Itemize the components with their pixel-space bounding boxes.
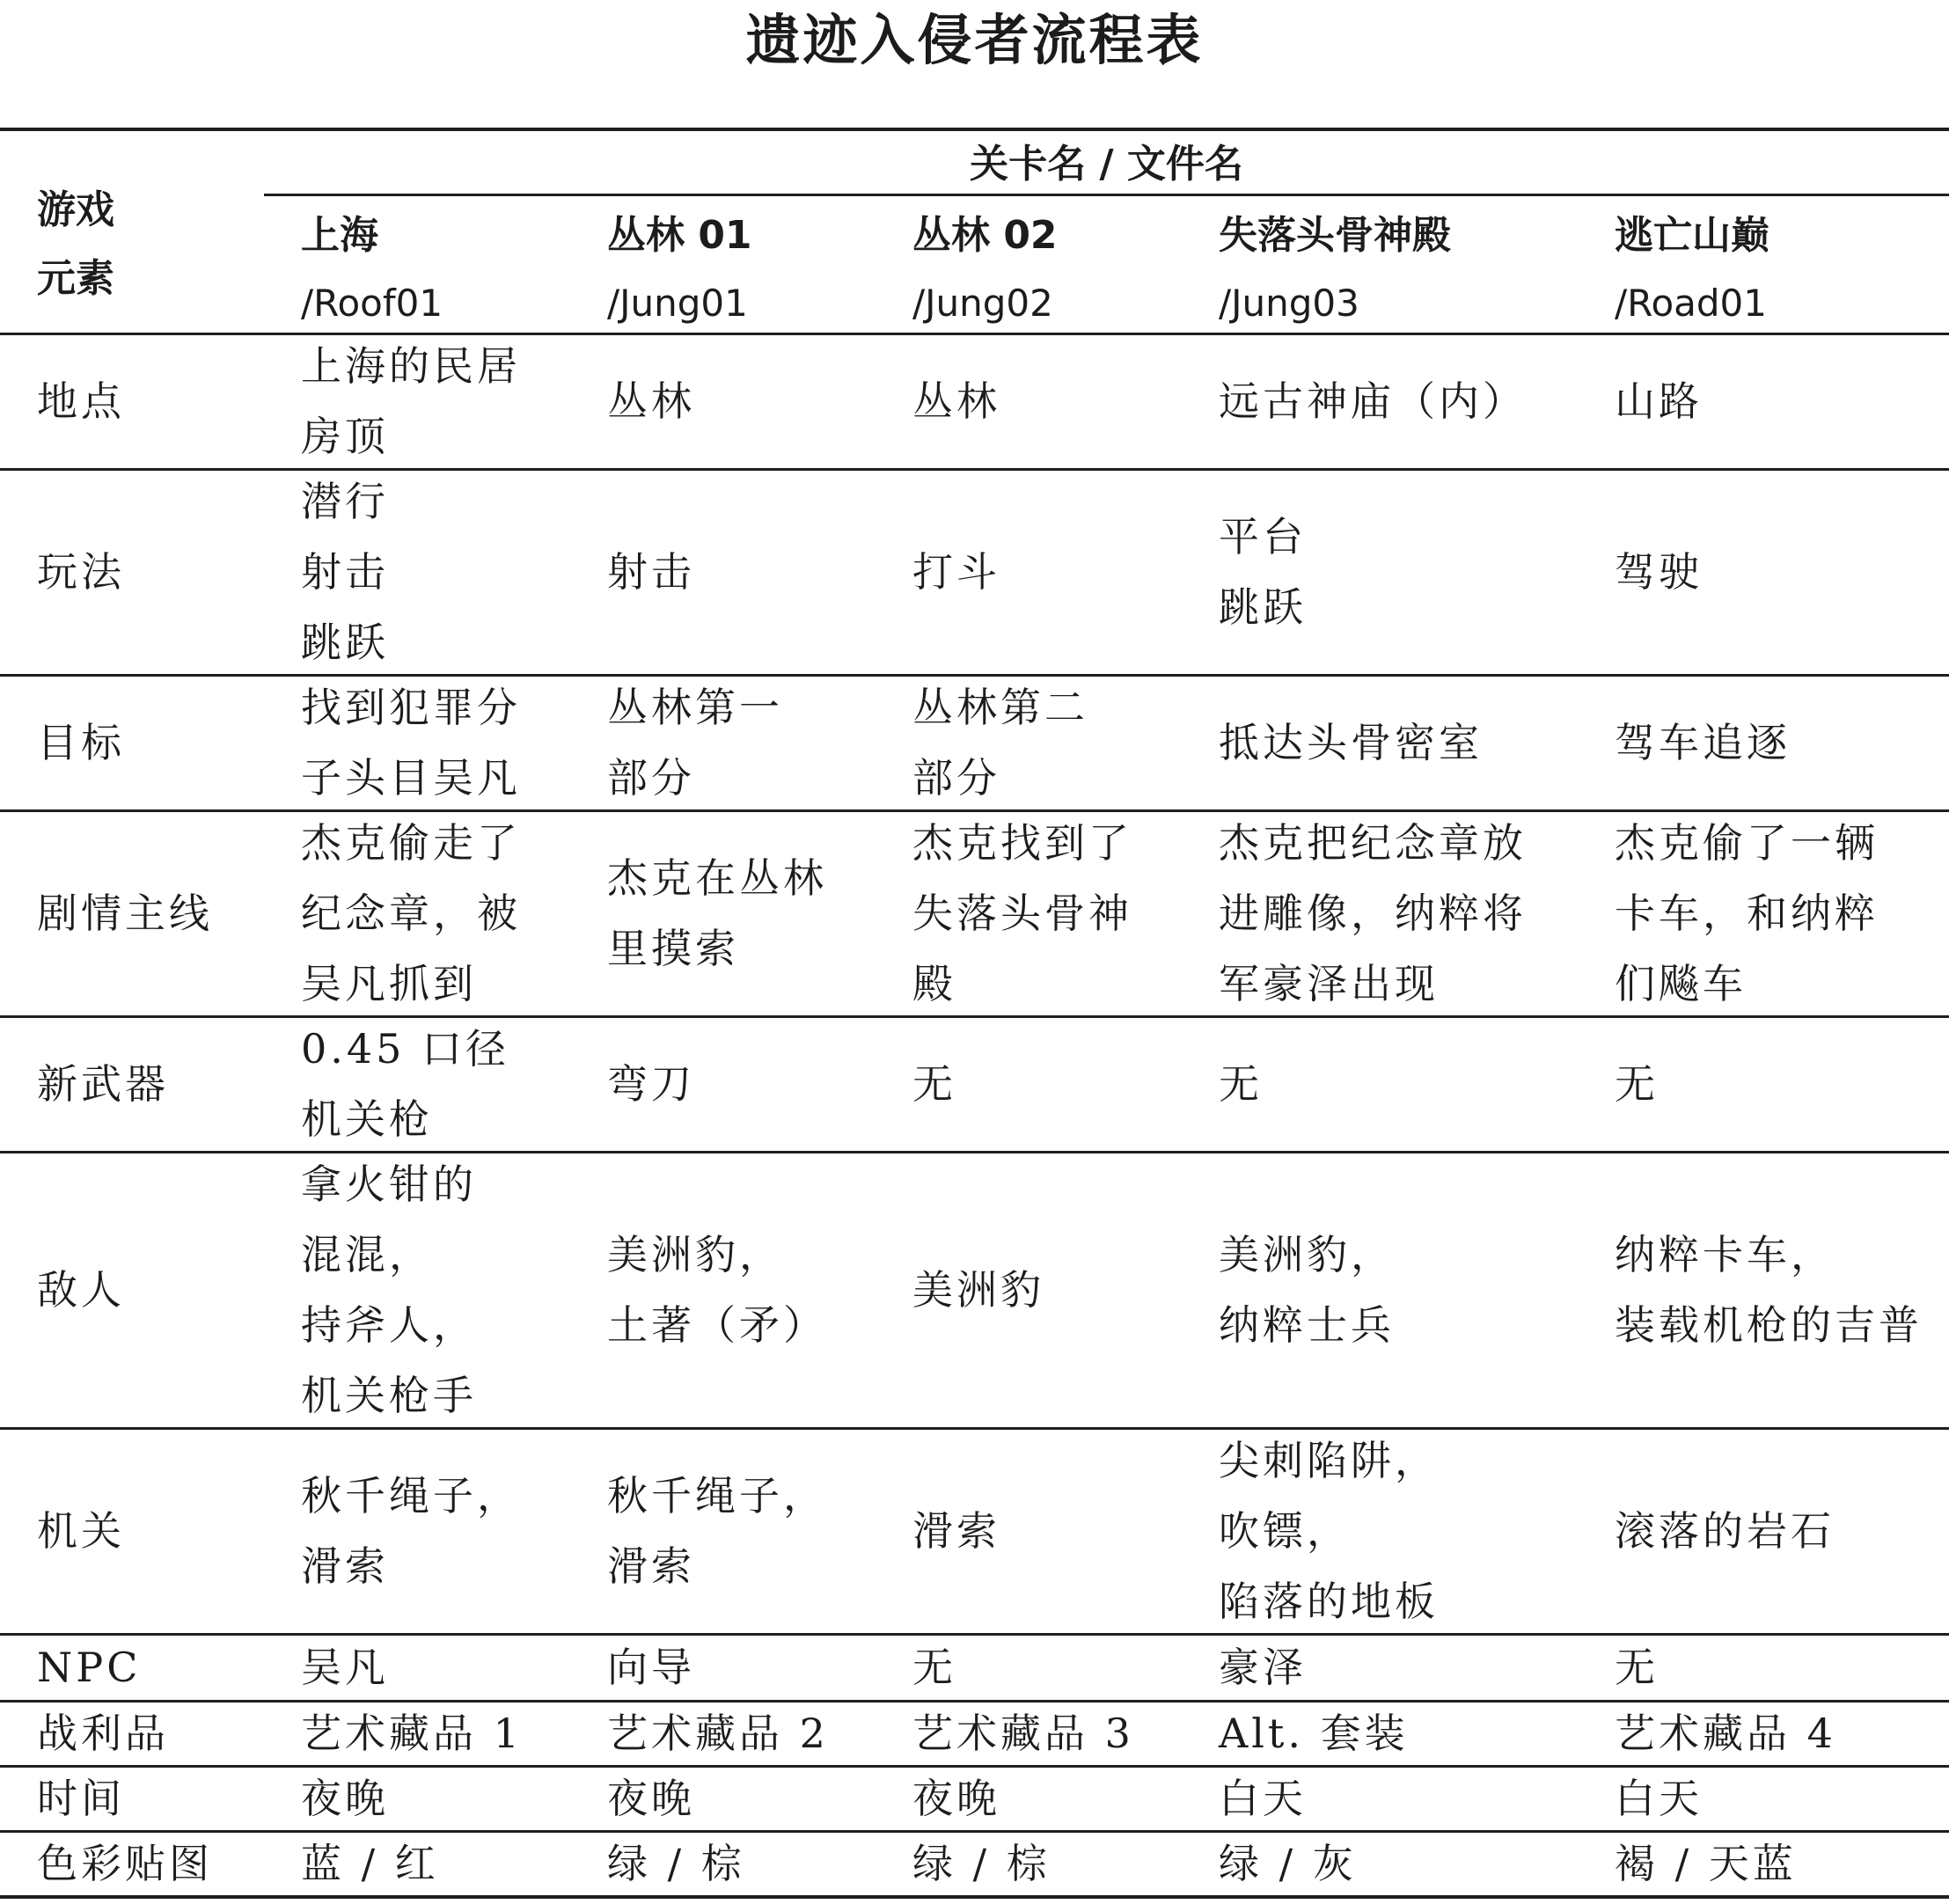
table-cell: 白天 bbox=[1615, 1775, 1703, 1822]
table-cell: 艺术藏品 1 bbox=[301, 1710, 523, 1757]
row-label: 机关 bbox=[37, 1507, 125, 1555]
table-row bbox=[0, 1017, 1949, 1151]
table-cell: 艺术藏品 2 bbox=[607, 1710, 829, 1757]
column-group-header: 关卡名 / 文件名 bbox=[970, 142, 1243, 187]
table-cell: 无 bbox=[912, 1644, 956, 1691]
table-cell: 艺术藏品 4 bbox=[1615, 1710, 1836, 1757]
row-label: 地点 bbox=[37, 377, 125, 425]
table-cell: 秋千绳子， 滑索 bbox=[607, 1472, 827, 1590]
table-cell: 拿火钳的 混混， 持斧人， 机关枪手 bbox=[301, 1161, 477, 1419]
table-row bbox=[0, 811, 1949, 1015]
table-cell: 无 bbox=[1219, 1060, 1263, 1108]
table-cell: 杰克把纪念章放 进雕像，纳粹将 军豪泽出现 bbox=[1219, 819, 1527, 1007]
table-cell: 夜晚 bbox=[912, 1775, 1000, 1822]
level-file-name: /Jung02 bbox=[912, 282, 1053, 325]
table-cell: 丛林 bbox=[912, 377, 1000, 425]
row-label: 色彩贴图 bbox=[37, 1840, 213, 1887]
table-cell: 绿 / 灰 bbox=[1219, 1840, 1357, 1887]
table-row bbox=[0, 676, 1949, 809]
table-cell: 找到犯罪分 子头目吴凡 bbox=[301, 684, 521, 802]
row-label: 剧情主线 bbox=[37, 890, 213, 937]
table-row bbox=[0, 1153, 1949, 1427]
row-label: 战利品 bbox=[37, 1710, 169, 1757]
table-cell: 射击 bbox=[607, 548, 695, 596]
table-cell: 纳粹卡车， 装载机枪的吉普 bbox=[1615, 1231, 1923, 1349]
table-cell: 抵达头骨密室 bbox=[1219, 719, 1483, 766]
table-cell: 0.45 口径 机关枪 bbox=[301, 1025, 510, 1143]
table-cell: 无 bbox=[1615, 1644, 1659, 1691]
row-header-label: 游戏 元素 bbox=[37, 187, 114, 301]
table-cell: 向导 bbox=[607, 1644, 695, 1691]
table-cell: 远古神庙（内） bbox=[1219, 377, 1527, 425]
level-name: 丛林 02 bbox=[912, 213, 1058, 258]
level-name: 上海 bbox=[301, 213, 378, 258]
table-cell: 白天 bbox=[1219, 1775, 1307, 1822]
table-cell: 无 bbox=[912, 1060, 956, 1108]
table-row bbox=[0, 1767, 1949, 1830]
table-bottom-rule bbox=[0, 1895, 1949, 1899]
table-cell: 绿 / 棕 bbox=[912, 1840, 1051, 1887]
table-cell: 驾车追逐 bbox=[1615, 719, 1791, 766]
row-label: 时间 bbox=[37, 1775, 125, 1822]
table-cell: 夜晚 bbox=[607, 1775, 695, 1822]
table-cell: 无 bbox=[1615, 1060, 1659, 1108]
table-row bbox=[0, 1635, 1949, 1700]
table-cell: 山路 bbox=[1615, 377, 1703, 425]
level-file-name: /Jung01 bbox=[607, 282, 748, 325]
page-title: 遗迹入侵者流程表 bbox=[745, 8, 1204, 72]
table-cell: 杰克偷了一辆 卡车，和纳粹 们飚车 bbox=[1615, 819, 1879, 1007]
row-label: NPC bbox=[37, 1644, 142, 1691]
table-cell: 艺术藏品 3 bbox=[912, 1710, 1134, 1757]
table-cell: 弯刀 bbox=[607, 1060, 695, 1108]
row-label: 敌人 bbox=[37, 1266, 125, 1314]
table-cell: 丛林第二 部分 bbox=[912, 684, 1088, 802]
table-cell: 豪泽 bbox=[1219, 1644, 1307, 1691]
table-row bbox=[0, 334, 1949, 468]
row-label: 新武器 bbox=[37, 1060, 169, 1108]
table-cell: 夜晚 bbox=[301, 1775, 389, 1822]
table-row bbox=[0, 1702, 1949, 1765]
level-file-name: /Jung03 bbox=[1219, 282, 1359, 325]
table-cell: 美洲豹， 土著（矛） bbox=[607, 1231, 827, 1349]
table-cell: 滑索 bbox=[912, 1507, 1000, 1555]
level-file-name: /Roof01 bbox=[301, 282, 443, 325]
table-cell: 打斗 bbox=[912, 548, 1000, 596]
level-name: 失落头骨神殿 bbox=[1219, 213, 1451, 258]
table-cell: 秋千绳子， 滑索 bbox=[301, 1472, 521, 1590]
table-cell: 蓝 / 红 bbox=[301, 1840, 439, 1887]
column-group-rule bbox=[264, 194, 1949, 196]
table-cell: 吴凡 bbox=[301, 1644, 389, 1691]
table-cell: 杰克偷走了 纪念章，被 吴凡抓到 bbox=[301, 819, 521, 1007]
table-cell: 尖刺陷阱， 吹镖， 陷落的地板 bbox=[1219, 1437, 1439, 1625]
table-cell: 杰克在丛林 里摸索 bbox=[607, 854, 827, 972]
table-cell: 美洲豹， 纳粹士兵 bbox=[1219, 1231, 1395, 1349]
table-cell: 滚落的岩石 bbox=[1615, 1507, 1835, 1555]
table-cell: Alt. 套装 bbox=[1219, 1710, 1409, 1757]
table-cell: 驾驶 bbox=[1615, 548, 1703, 596]
table-cell: 上海的民居 房顶 bbox=[301, 342, 521, 460]
table-cell: 杰克找到了 失落头骨神 殿 bbox=[912, 819, 1132, 1007]
level-name: 丛林 01 bbox=[607, 213, 752, 258]
table-cell: 丛林 bbox=[607, 377, 695, 425]
table-row bbox=[0, 1832, 1949, 1895]
table-cell: 褐 / 天蓝 bbox=[1615, 1840, 1797, 1887]
level-name: 逃亡山巅 bbox=[1615, 213, 1769, 258]
table-top-rule bbox=[0, 128, 1949, 131]
table-cell: 潜行 射击 跳跃 bbox=[301, 478, 389, 666]
row-label: 玩法 bbox=[37, 548, 125, 596]
row-label: 目标 bbox=[37, 719, 125, 766]
table-cell: 绿 / 棕 bbox=[607, 1840, 745, 1887]
table-cell: 丛林第一 部分 bbox=[607, 684, 783, 802]
table-cell: 平台 跳跃 bbox=[1219, 513, 1307, 631]
level-file-name: /Road01 bbox=[1615, 282, 1767, 325]
table-cell: 美洲豹 bbox=[912, 1266, 1044, 1314]
table-row bbox=[0, 1429, 1949, 1633]
table-row bbox=[0, 470, 1949, 674]
